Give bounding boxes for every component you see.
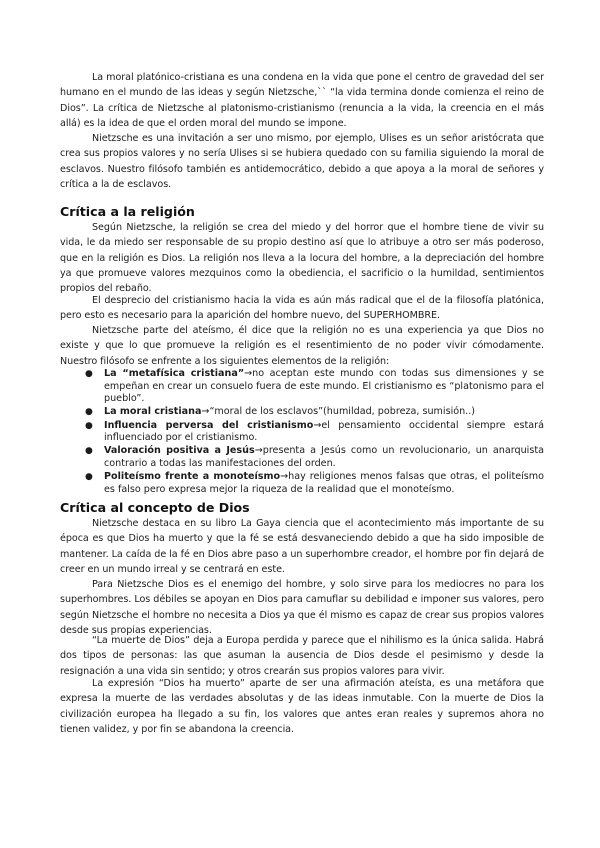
religion-bullet-list — [85, 368, 545, 497]
list-item — [85, 471, 544, 496]
religion-paragraph-3: Nietzsche parte del ateísmo, él dice que la religión no es una experiencia ya que Dios no existe y que lo que promueve la religión es el resentimiento de no poder vivir cómodamente. Nuestro filósofo se enfrente a los siguientes elementos de la religión: — [60, 325, 544, 367]
section-heading-religion: Crítica a la religión — [60, 204, 195, 219]
bullet-term: Politeísmo frente a monoteísmo — [104, 471, 281, 483]
bullet-term: Influencia perversa del cristianismo — [104, 419, 314, 431]
dios-paragraph-3: “La muerte de Dios” deja a Europa perdida y parece que el nihilismo es la única salida. Habrá dos tipos de personas: las que asuman la ausencia de Dios desde el pesimismo y desde la resignación a una vida sin sentido; y otros crearán sus propios valores para vivir. — [60, 635, 544, 677]
bullet-icon: ● — [85, 420, 93, 431]
list-item — [85, 368, 545, 406]
bullet-icon: ● — [85, 369, 93, 379]
bullet-term: La “metafísica cristiana” — [104, 368, 245, 379]
dios-paragraph-4: La expresión “Dios ha muerto” aparte de ser una afirmación ateísta, es una metáfora que expresa la muerte de las verdades absolutas y de las ideas inmutable. Con la muerte de Dios la civilización europea ha llegado a su fin, los valores que antes eran reales y supremos ahora no tienen validez, y por fin se abandona la creencia. — [60, 678, 544, 735]
list-item — [85, 419, 544, 445]
bullet-text: →presenta a Jesús como un revolucionario, un anarquista contrario a todas las manifestaciones del orden. — [104, 445, 544, 469]
intro-paragraph-2: Nietzsche es una invitación a ser uno mismo, por ejemplo, Ulises es un señor aristócrata que crea sus propios valores y no sería Ulises si se hubiera quedado con su familia siguiendo la moral de esclavos. Nuestro filósofo también es antidemocrático, debido a que apoya a la moral de señores y crítica a la de esclavos. — [60, 133, 544, 190]
section-heading-dios: Crítica al concepto de Dios — [60, 500, 250, 515]
bullet-text: →“moral de los esclavos”(humildad, pobreza, sumisión..) — [201, 406, 476, 418]
bullet-icon: ● — [85, 446, 93, 457]
list-item — [85, 406, 544, 419]
bullet-icon: ● — [85, 472, 93, 483]
dios-paragraph-2: Para Nietzsche Dios es el enemigo del hombre, y solo sirve para los mediocres no para los superhombres. Los débiles se apoyan en Dios para camuflar su debilidad e imponer sus valores, pero según Nietzsche el hombre no necesita a Dios ya que él mismo es capaz de crear sus propios valores desde sus propias experiencias. — [60, 579, 544, 636]
bullet-text: →el pensamiento occidental siempre estará influenciado por el cristianismo. — [104, 419, 544, 444]
list-item — [85, 445, 544, 470]
religion-paragraph-2: El desprecio del cristianismo hacia la vida es aún más radical que el de la filosofía platónica, pero esto es necesario para la aparición del hombre nuevo, del SUPERHOMBRE. — [60, 295, 544, 322]
bullet-term: Valoración positiva a Jesús — [104, 445, 255, 457]
religion-paragraph-1: Según Nietzsche, la religión se crea del miedo y del horror que el hombre tiene de vivir su vida, le da miedo ser responsable de su propio destino así que lo atribuye a otro ser más poderoso, que en la religión es Dios. La religión nos lleva a la locura del hombre, a la depreciación del hombre ya que promueve valores mezquinos como la obediencia, el sacrificio o la humildad, sentimientos propios del rebaño. — [60, 222, 544, 295]
dios-paragraph-1: Nietzsche destaca en su libro La Gaya ciencia que el acontecimiento más importante de su época es que Dios ha muerto y que la fé se está desvaneciendo debido a que ha sido imposible de mantener. La caída de la fé en Dios abre paso a un superhombre creador, el hombre por fin dejará de creer en un mundo irreal y se centrará en este. — [60, 518, 544, 575]
bullet-text: →hay religiones menos falsas que otras, el politeísmo es falso pero expresa mejor la riqueza de la realidad que el monoteísmo. — [104, 471, 544, 495]
bullet-term: La moral cristiana — [104, 406, 202, 418]
bullet-icon: ● — [85, 407, 93, 418]
intro-paragraph-1: La moral platónico-cristiana es una condena en la vida que pone el centro de gravedad del ser humano en el mundo de las ideas y según Nietzsche,`` “la vida termina donde comienza el reino de Dios”. La crítica de Nietzsche al platonismo-cristianismo (renuncia a la vida, la creencia en el más allá) es la idea de que el orden moral del mundo se impone. — [60, 72, 544, 129]
bullet-text: →no aceptan este mundo con todas sus dimensiones y se empeñan en crear un consuelo fuera de este mundo. El cristianismo es “platonismo para el pueblo”. — [104, 368, 545, 405]
